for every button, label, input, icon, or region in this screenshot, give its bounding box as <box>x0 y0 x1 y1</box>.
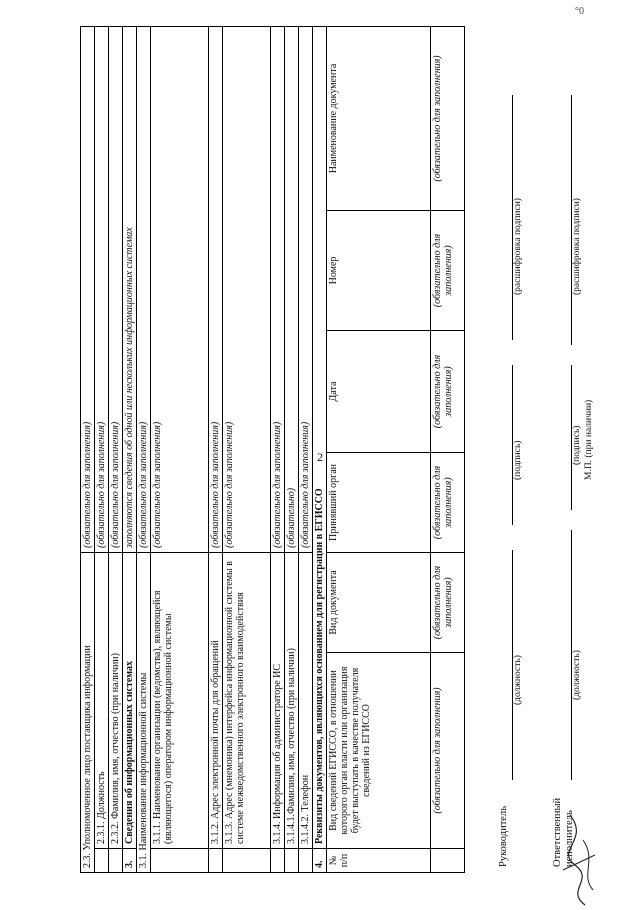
doc-value: (обязательно для заполнения) <box>431 553 465 653</box>
row-value: (обязательно для заполнения) <box>109 26 123 552</box>
table-row <box>151 26 209 872</box>
resp-decode-caption: (расшифровка подписи) <box>572 198 582 295</box>
documents-header-row <box>327 26 431 872</box>
row-label: 3.1. Наименование информационной системы <box>137 553 151 873</box>
row-label: 3.1.4. Информация об администраторе ИС <box>271 553 285 849</box>
table-row <box>95 26 109 872</box>
doc-value: (обязательно для заполнения) <box>431 331 465 453</box>
row-label: 3.1.4.2. Телефон <box>299 553 313 849</box>
stamp-caption: М.П. (при наличии) <box>584 399 594 480</box>
row-label: 3.1.4.1.Фамилия, имя, отчество (при наличии) <box>285 553 299 849</box>
documents-value-row <box>431 26 465 872</box>
page-number: 2 <box>317 450 323 464</box>
table-row <box>81 26 95 872</box>
doc-header: Вид сведений ЕГИССО, в отношении которого орган власти или организация будет выступать в качестве получателя сведений из ЕГИССО <box>327 653 431 849</box>
doc-value: (обязательно для заполнения) <box>431 211 465 331</box>
row-label: 3.1.1. Наименование организации (ведомства), являющейся (являющегося) оператором информационной системы <box>151 553 209 849</box>
row-value: (обязательно для заполнения) <box>223 26 271 552</box>
row-value: (обязательно для заполнения) <box>137 26 151 552</box>
doc-header: Дата <box>327 331 431 453</box>
section-number: 3. <box>123 849 137 873</box>
row-label: 3.1.2. Адрес электронной почты для обращений <box>209 553 223 849</box>
row-label: 2.3.2. Фамилия, имя, отчество (при наличии) <box>109 553 123 849</box>
row-value: (обязательно для заполнения) <box>299 26 313 552</box>
section-number: 4. <box>313 849 327 873</box>
doc-value: (обязательно для заполнения) <box>431 453 465 553</box>
row-value: (обязательно для заполнения) <box>151 26 209 552</box>
doc-value <box>431 849 465 873</box>
head-signature-caption: (подпись) <box>513 440 523 480</box>
head-decode-caption: (расшифровка подписи) <box>513 198 523 295</box>
doc-header: Вид документа <box>327 553 431 653</box>
table-row <box>209 26 223 872</box>
row-value: (обязательно) <box>285 26 299 552</box>
responsible-label: Ответственный исполнитель <box>552 797 575 867</box>
row-value: (обязательно для заполнения) <box>209 26 223 552</box>
table-row <box>285 26 299 872</box>
table-row <box>123 26 137 872</box>
section-title: Реквизиты документов, являющихся основанием для регистрации в ЕГИССО <box>313 26 327 848</box>
table-row <box>109 26 123 872</box>
section-4-title-row <box>313 26 327 872</box>
table-row <box>271 26 285 872</box>
handwritten-signature-icon <box>555 810 600 910</box>
row-value: (обязательно для заполнения) <box>271 26 285 552</box>
doc-header: Номер <box>327 211 431 331</box>
doc-value: (обязательно для заполнения) <box>431 653 465 849</box>
section-title: Сведения об информационных системах <box>123 553 137 849</box>
table-row <box>137 26 151 872</box>
doc-header: Принявший орган <box>327 453 431 553</box>
doc-value: (обязательно для заполнения) <box>431 26 465 210</box>
head-label: Руководитель <box>498 806 509 867</box>
resp-position-caption: (должность) <box>572 650 582 700</box>
table-row <box>299 26 313 872</box>
row-value: заполняются сведения об одной или нескольких информационных системах <box>123 26 137 552</box>
row-value: (обязательно для заполнения) <box>95 26 109 552</box>
row-value: (обязательно для заполнения) <box>81 26 95 552</box>
head-position-caption: (должность) <box>513 655 523 705</box>
doc-header: № п/п <box>327 849 431 873</box>
row-label: 3.1.3. Адрес (мнемоника) интерфейса информационной системы в системе межведомственного электронного взаимодействия <box>223 553 271 849</box>
doc-header: Наименование документа <box>327 26 431 210</box>
resp-signature-caption: (подпись) <box>572 425 582 465</box>
row-label: 2.3. Уполномоченное лицо поставщика информации <box>81 553 95 873</box>
row-label: 2.3.1. Должность <box>95 553 109 849</box>
corner-mark: °0 <box>575 6 584 17</box>
form-table <box>80 26 465 873</box>
table-row <box>223 26 271 872</box>
